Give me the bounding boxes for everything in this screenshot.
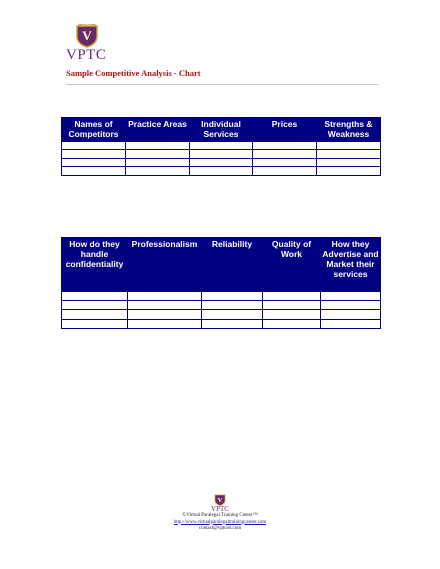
- quality-table: [61, 237, 381, 329]
- table-row: [62, 301, 381, 310]
- table-cell[interactable]: [202, 310, 263, 319]
- column-header: Practice Areas: [126, 118, 190, 142]
- table-row: [62, 167, 381, 175]
- table-row: [62, 150, 381, 158]
- column-header: Names of Competitors: [62, 118, 126, 142]
- table-cell[interactable]: [62, 142, 126, 150]
- table-cell[interactable]: [62, 310, 128, 319]
- table-cell[interactable]: [190, 167, 253, 175]
- footer: [120, 494, 320, 533]
- table-cell[interactable]: [62, 292, 128, 301]
- table-cell[interactable]: [190, 158, 253, 166]
- table-cell[interactable]: [128, 310, 202, 319]
- column-header: Strengths & Weakness: [317, 118, 381, 142]
- table-cell[interactable]: [253, 142, 317, 150]
- table-cell[interactable]: [321, 319, 381, 328]
- footer-wordmark: VPTC: [211, 505, 229, 513]
- table-cell[interactable]: [190, 142, 253, 150]
- table-cell[interactable]: [62, 319, 128, 328]
- footer-website-link[interactable]: http://www.virtualparalegaltrainingcenter.com: [173, 519, 267, 525]
- document-title: Sample Competitive Analysis - Chart: [66, 68, 201, 78]
- table-cell[interactable]: [317, 158, 381, 166]
- table-cell[interactable]: [253, 150, 317, 158]
- footer-copyright: ©Virtual Paralegal Training Center™: [182, 513, 258, 518]
- column-header: How they Advertise and Market their services: [321, 238, 381, 292]
- footer-emblem-letter: V: [217, 497, 223, 504]
- competitors-table: [61, 117, 381, 176]
- table-cell[interactable]: [126, 158, 190, 166]
- table-row: [62, 319, 381, 328]
- table-cell[interactable]: [128, 301, 202, 310]
- table-cell[interactable]: [263, 301, 321, 310]
- table-cell[interactable]: [62, 301, 128, 310]
- table-cell[interactable]: [321, 301, 381, 310]
- column-header: How do they handle confidentiality: [62, 238, 128, 292]
- footer-contact-email[interactable]: contact@vptcen.com: [198, 526, 242, 531]
- table-cell[interactable]: [202, 301, 263, 310]
- title-divider: [66, 84, 378, 85]
- column-header: Professionalism: [128, 238, 202, 292]
- table-header-row: [62, 118, 381, 142]
- table-cell[interactable]: [126, 142, 190, 150]
- table-cell[interactable]: [321, 292, 381, 301]
- table-cell[interactable]: [62, 150, 126, 158]
- column-header: Individual Services: [190, 118, 253, 142]
- vptc-logo: [66, 24, 106, 64]
- shield-crest-icon: [76, 24, 98, 48]
- table-cell[interactable]: [128, 319, 202, 328]
- table-cell[interactable]: [317, 150, 381, 158]
- table-cell[interactable]: [317, 142, 381, 150]
- table-cell[interactable]: [253, 167, 317, 175]
- table-row: [62, 158, 381, 166]
- table-cell[interactable]: [202, 292, 263, 301]
- column-header: Reliability: [202, 238, 263, 292]
- table-cell[interactable]: [190, 150, 253, 158]
- table-row: [62, 292, 381, 301]
- logo-wordmark: VPTC: [66, 47, 107, 63]
- table-cell[interactable]: [126, 167, 190, 175]
- table-cell[interactable]: [253, 158, 317, 166]
- column-header: Quality of Work: [263, 238, 321, 292]
- table-cell[interactable]: [263, 310, 321, 319]
- table-cell[interactable]: [321, 310, 381, 319]
- logo-emblem-letter: V: [82, 28, 92, 43]
- table-cell[interactable]: [126, 150, 190, 158]
- table-cell[interactable]: [62, 158, 126, 166]
- table-cell[interactable]: [263, 292, 321, 301]
- table-cell[interactable]: [263, 319, 321, 328]
- table-header-row: [62, 238, 381, 292]
- table-cell[interactable]: [202, 319, 263, 328]
- table-row: [62, 142, 381, 150]
- table-cell[interactable]: [62, 167, 126, 175]
- column-header: Prices: [253, 118, 317, 142]
- table-row: [62, 310, 381, 319]
- table-cell[interactable]: [317, 167, 381, 175]
- table-cell[interactable]: [128, 292, 202, 301]
